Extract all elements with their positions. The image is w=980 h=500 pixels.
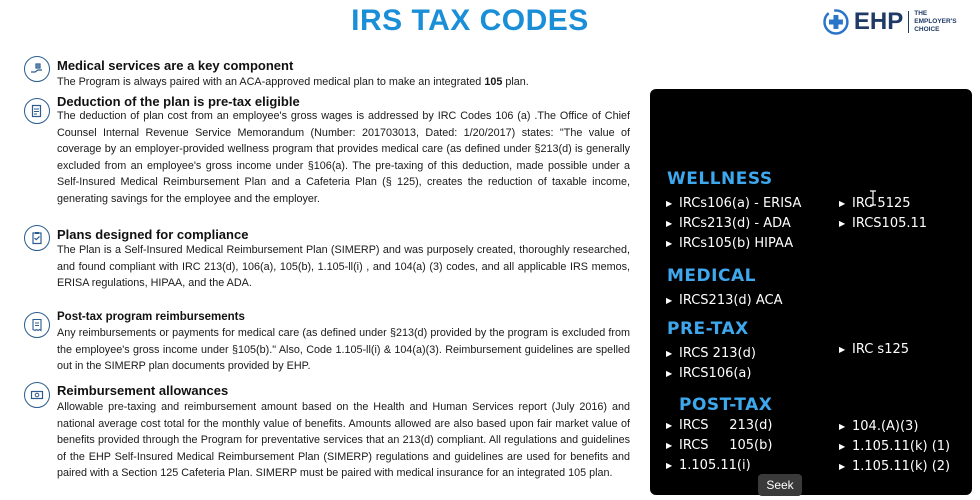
ehp-logo xyxy=(822,6,962,38)
section-posttax-reimbursements xyxy=(24,310,630,372)
logo-name: EHP xyxy=(853,8,904,35)
section-heading: Reimbursement allowances xyxy=(57,383,229,398)
category-pretax: PRE-TAX xyxy=(667,319,749,339)
code-item: ▶ IRCS105.11 xyxy=(852,216,927,231)
code-item: ▶ 1.105.11(k) (1) xyxy=(852,439,950,454)
section-body xyxy=(57,74,630,91)
section-body: The Plan is a Self-Insured Medical Reimbursement Plan (SIMERP) and was purposely created, thoroughly researched, and found compliant with IRC 213(d), 106(a), 105(b), 1.105-ll(i) , and 104(a) (3) codes, and all applicable IRS memos, ERISA regulations, HIPAA, and the ADA. xyxy=(57,244,630,289)
logo-tagline-line: CHOICE xyxy=(914,26,940,33)
tax-codes-video-panel[interactable] xyxy=(650,89,972,495)
logo-divider xyxy=(908,11,909,33)
logo-tagline-line: EMPLOYER'S xyxy=(914,18,957,25)
code-item: ▶ IRCS 213(d) xyxy=(679,418,772,433)
code-item: ▶ IRCS 213(d) xyxy=(679,346,756,361)
category-posttax: POST-TAX xyxy=(679,395,773,415)
code-item: ▶ IRCs213(d) - ADA xyxy=(679,216,791,231)
seek-button[interactable]: Seek xyxy=(758,474,802,496)
section-heading: Post-tax program reimbursements xyxy=(57,311,245,323)
code-item: ▶ IRC 5125 xyxy=(852,196,911,211)
code-item: ▶ 1.105.11(k) (2) xyxy=(852,459,950,474)
cross-logo-icon xyxy=(822,8,850,36)
section-pretax-deduction xyxy=(24,94,630,204)
code-item: ▶ IRCS106(a) xyxy=(679,366,751,381)
text-cursor-icon xyxy=(869,190,877,206)
clipboard-icon xyxy=(24,225,50,251)
section-heading: Deduction of the plan is pre-tax eligible xyxy=(57,94,300,109)
logo-tagline xyxy=(914,10,962,34)
section-reimbursement-allowances xyxy=(24,382,630,494)
document-check-icon xyxy=(24,98,50,124)
section-body: Allowable pre-taxing and reimbursement amount based on the Health and Human Services report (July 2016) and national average cost total for the monthly value of benefits. Amounts allowed are also based upon fair market value of benefits provided through the Program for preventative services that an 213(d) compliant. All regulations and guidelines of the EHP Self-Insured Medical Reimbursement Plan (SIMERP) regulations and guidelines are used for benefits and paired with a Section 125 Cafeteria Plan. SIMERP must be paired with medical insurance for an integrated 105 plan. xyxy=(57,401,630,479)
money-icon xyxy=(24,382,50,408)
page-title: IRS TAX CODES xyxy=(351,4,589,37)
medical-hand-icon xyxy=(24,56,50,82)
section-heading: Plans designed for compliance xyxy=(57,227,249,242)
code-item: ▶ IRCS213(d) ACA xyxy=(679,293,783,308)
section-medical-services xyxy=(24,56,630,90)
section-compliance xyxy=(24,222,630,292)
receipt-icon xyxy=(24,312,50,338)
section-body-bold: 105 xyxy=(484,76,503,88)
section-body-text: The Program is always paired with an ACA-approved medical plan to make an integrated xyxy=(57,76,485,88)
code-item: ▶ IRCs106(a) - ERISA xyxy=(679,196,801,211)
code-item: ▶ 104.(A)(3) xyxy=(852,419,918,434)
section-body: Any reimbursements or payments for medical care (as defined under §213(d) provided by the program is excluded from the employee's gross income under §105(b)." Also, Code 1.105-ll(i) & 104(a)(3). Reimbursement guidelines are spelled out in the SIMERP plan documents provided by EHP. xyxy=(57,327,630,372)
section-body: The deduction of plan cost from an employee's gross wages is addressed by IRC Codes 106 (a) .The Office of Chief Counsel Internal Revenue Service Memorandum (Number: 201703013, Dated: 1/20/2017) states: "The value of coverage by an employer-provided wellness program that provides medical care (as defined under §213(d) is generally excluded from an employee's gross income under §106(a). The pre-taxing of this deduction, made possible under a Self-Insured Medical Reimbursement Plan and a Cafeteria Plan (§ 125), creates the reduction of taxable income, generating savings for the employee and the employer. xyxy=(57,110,630,205)
code-item: ▶ IRCS 105(b) xyxy=(679,438,772,453)
section-body-text: plan. xyxy=(502,76,529,88)
section-heading: Medical services are a key component xyxy=(57,58,294,73)
code-item: ▶ 1.105.11(i) xyxy=(679,458,751,473)
logo-tagline-line: THE xyxy=(914,10,928,17)
code-item: ▶ IRC s125 xyxy=(852,342,909,357)
code-item: ▶ IRCs105(b) HIPAA xyxy=(679,236,793,251)
category-medical: MEDICAL xyxy=(667,266,756,286)
category-wellness: WELLNESS xyxy=(667,169,773,189)
